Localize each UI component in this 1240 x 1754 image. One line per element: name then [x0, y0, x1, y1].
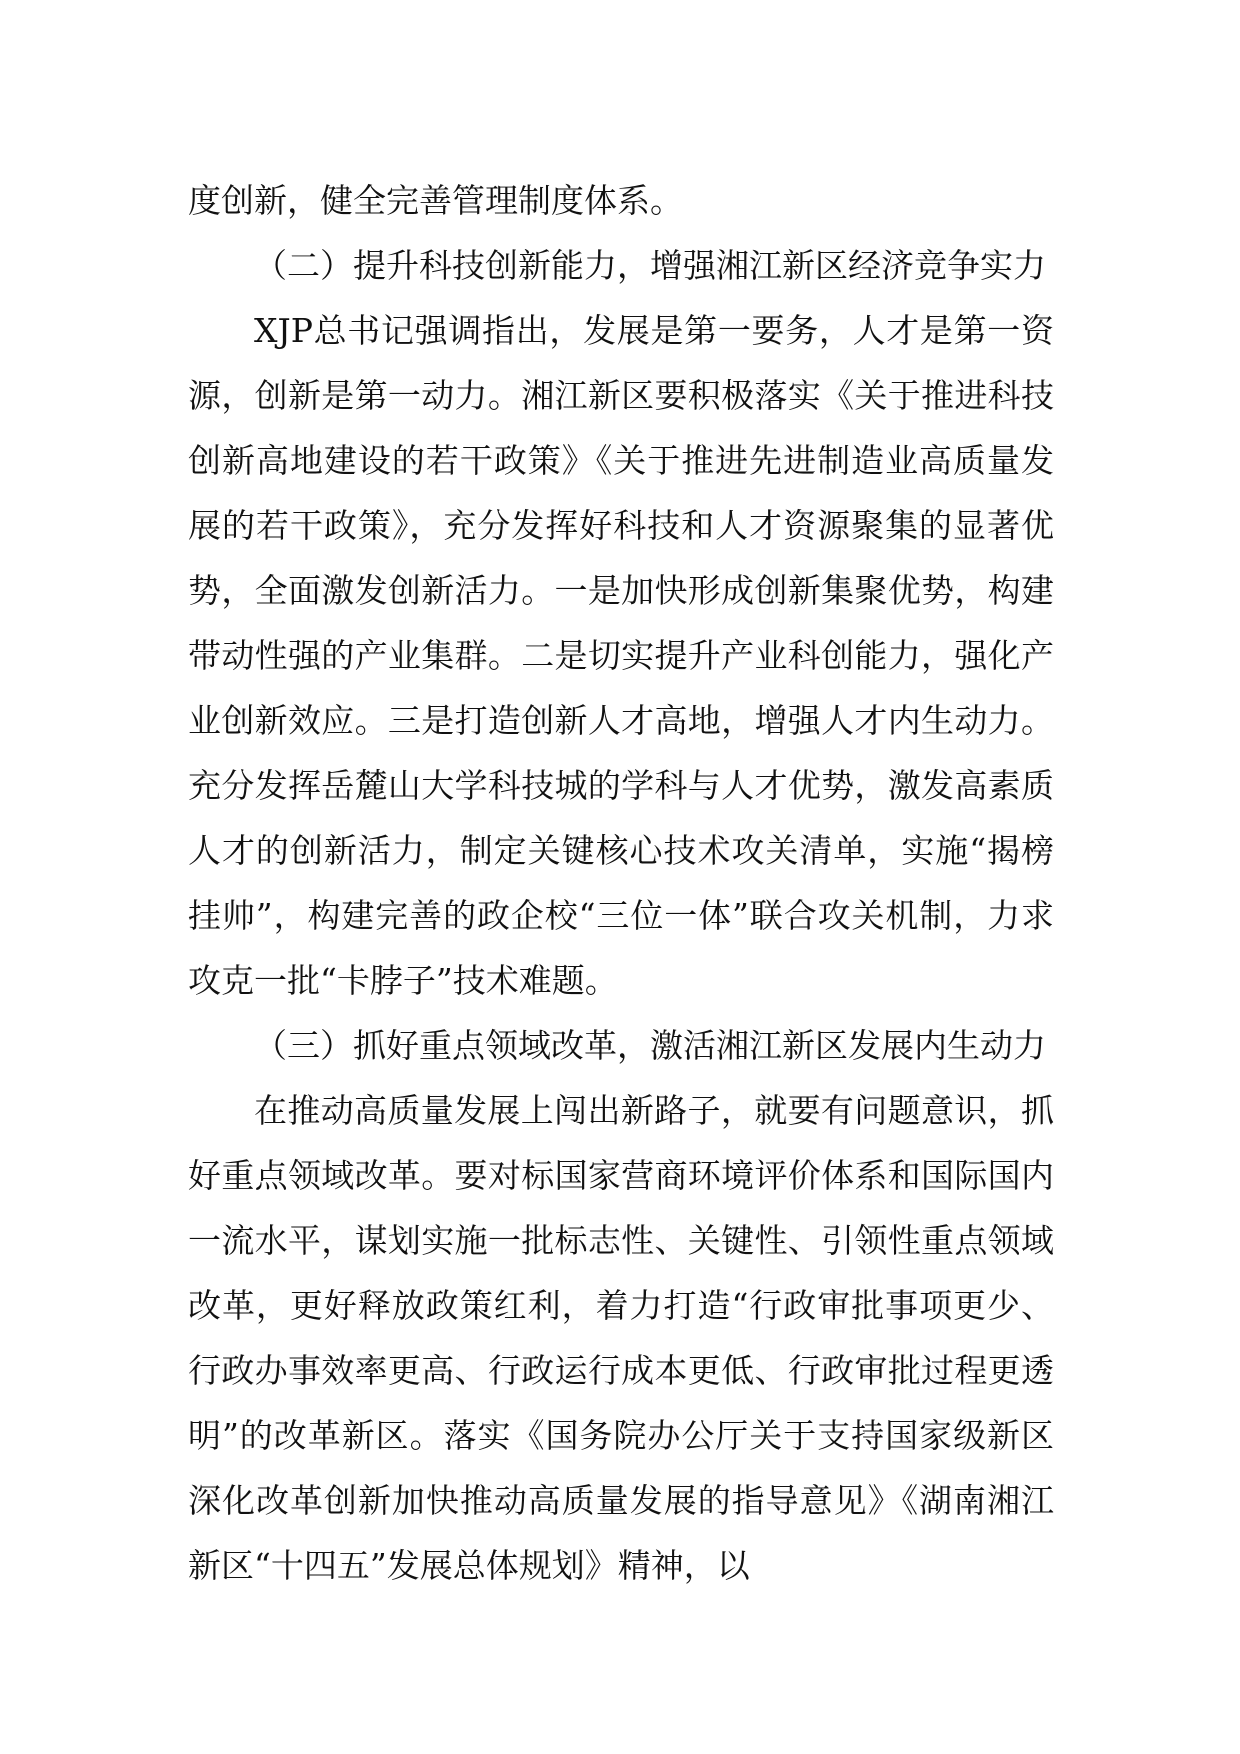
- paragraph-tech-innovation: XJP总书记强调指出，发展是第一要务，人才是第一资源，创新是第一动力。湘江新区要积极落实《关于推进科技创新高地建设的若干政策》《关于推进先进制造业高质量发展的若干政策》，充分发挥好科技和人才资源聚集的显著优势，全面激发创新活力。一是加快形成创新集聚优势，构建带动性强的产业集群。二是切实提升产业科创能力，强化产业创新效应。三是打造创新人才高地，增强人才内生动力。充分发挥岳麓山大学科技城的学科与人才优势，激发高素质人才的创新活力，制定关键核心技术攻关清单，实施“揭榜挂帅”，构建完善的政企校“三位一体”联合攻关机制，力求攻克一批“卡脖子”技术难题。: [188, 311, 1054, 1000]
- paragraph-key-reform: 在推动高质量发展上闯出新路子，就要有问题意识，抓好重点领域改革。要对标国家营商环境评价体系和国际国内一流水平，谋划实施一批标志性、关键性、引领性重点领域改革，更好释放政策红利，着力打造“行政审批事项更少、行政办事效率更高、行政运行成本更低、行政审批过程更透明”的改革新区。落实《国务院办公厅关于支持国家级新区深化改革创新加快推动高质量发展的指导意见》《湖南湘江新区“十四五”发展总体规划》精神，以: [188, 1091, 1054, 1585]
- document-page: [188, 168, 1054, 1598]
- section-heading-3: （三）抓好重点领域改革，激活湘江新区发展内生动力: [254, 1026, 1046, 1065]
- paragraph-continued: 度创新，健全完善管理制度体系。: [188, 181, 683, 220]
- section-heading-2: （二）提升科技创新能力，增强湘江新区经济竞争实力: [254, 246, 1046, 285]
